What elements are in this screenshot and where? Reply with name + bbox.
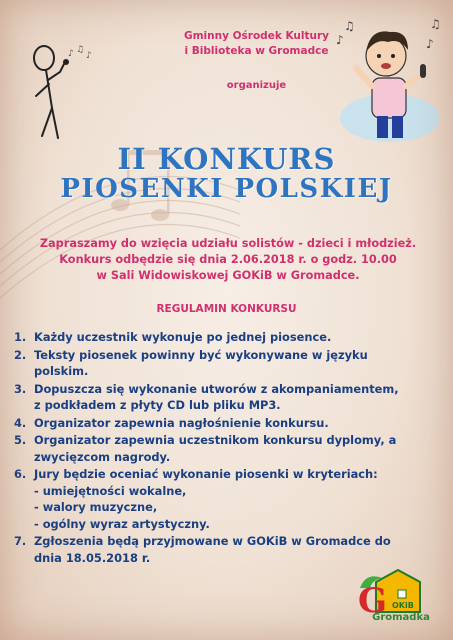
rule-item [14, 432, 444, 465]
rule-item [14, 533, 444, 566]
rule-number: 3. [14, 381, 27, 396]
regulations-list [14, 329, 444, 567]
rule-number: 1. [14, 330, 27, 344]
rule-text: z podkładem z płyty CD lub pliku MP3. [34, 398, 281, 412]
svg-text:♪: ♪ [86, 51, 92, 61]
rule-text: polskim. [34, 364, 89, 378]
organizes-label: organizuje [226, 80, 287, 91]
rule-subitem: - ogólny wyraz artystyczny. [34, 516, 210, 531]
logo-small-text: OKiB [392, 601, 414, 610]
svg-text:♪: ♪ [68, 49, 74, 59]
svg-text:♪: ♪ [336, 33, 344, 47]
rule-number: 6. [14, 467, 27, 481]
rule-item [14, 381, 444, 414]
rule-number: 5. [14, 433, 27, 447]
rule-text: Teksty piosenek powinny być wykonywane w języku [34, 347, 368, 362]
rule-text: Jury będzie oceniać wykonanie piosenki w kryteriach: [34, 467, 378, 481]
rule-text: Zgłoszenia będą przyjmowane w GOKiB w Gromadce do [34, 534, 391, 548]
rule-text: Organizator zapewnia nagłośnienie konkursu. [34, 415, 329, 430]
invitation-line2: Konkurs odbędzie się dnia 2.06.2018 r. o godz. 10.00 [59, 253, 397, 266]
cartoon-boy-singer-icon [330, 8, 445, 143]
rule-subitem: - walory muzyczne, [34, 500, 158, 514]
rule-item [14, 415, 444, 432]
rule-item [14, 347, 444, 380]
poster-title-line2: PIOSENKI POLSKIEJ [60, 174, 393, 204]
svg-text:♪: ♪ [426, 37, 434, 51]
rule-text: zwycięzcom nagrody. [34, 449, 171, 464]
logo-name: Gromadka [372, 612, 430, 623]
logo-letter: G [358, 581, 388, 621]
rule-text: Dopuszcza się wykonanie utworów z akompaniamentem, [34, 381, 399, 396]
rule-number: 2. [14, 347, 27, 362]
rule-item [14, 466, 444, 532]
rule-item [14, 329, 444, 346]
invitation-line1: Zapraszamy do wzięcia udziału solistów - dzieci i młodzież. [39, 237, 417, 250]
rule-text: Organizator zapewnia uczestnikom konkursu dyplomy, a [34, 433, 397, 447]
organizer-name-line1: Gminny Ośrodek Kultury [184, 30, 329, 42]
invitation-line3: w Sali Widowiskowej GOKiB w Gromadce. [96, 269, 360, 282]
rule-text: Każdy uczestnik wykonuje po jednej piosence. [34, 330, 332, 344]
rule-text: dnia 18.05.2018 r. [34, 550, 151, 565]
poster-title-line1: II KONKURS [117, 142, 336, 176]
regulations-heading: REGULAMIN KONKURSU [156, 303, 297, 315]
rule-subitem: - umiejętności wokalne, [34, 483, 187, 498]
organizer-name-line2: i Biblioteka w Gromadce [184, 45, 329, 57]
svg-text:♫: ♫ [430, 17, 441, 31]
svg-text:♫: ♫ [344, 19, 355, 33]
rule-number: 7. [14, 534, 27, 548]
rule-number: 4. [14, 415, 27, 430]
svg-text:♫: ♫ [76, 45, 85, 55]
